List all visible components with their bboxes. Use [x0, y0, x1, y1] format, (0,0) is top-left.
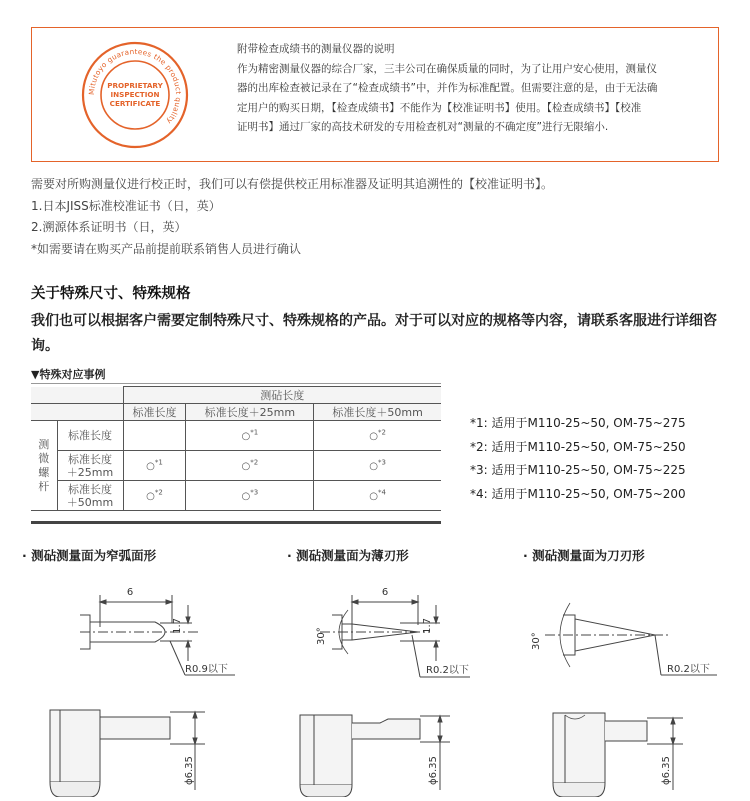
dim-height-label: 1.7 [172, 618, 183, 634]
dim-height-label: 1.7 [422, 618, 433, 634]
example-table-title: ▼特殊对应事例 [31, 368, 106, 381]
spindle-header [31, 421, 57, 511]
diagram-title-narrow-arc: · 测砧测量面为窄弧面形 [22, 548, 157, 563]
divider [31, 383, 441, 384]
special-spec-description: 我们也可以根据客户需要定制特殊尺寸、特殊规格的产品。对于可以对应的规格等内容，请联系客服进行详细咨询。 [31, 313, 717, 354]
seal-line-3: CERTIFICATE [109, 99, 161, 108]
table-corner [31, 387, 123, 404]
narrow-arc-anvil-diagram [30, 575, 260, 797]
certificate-line: 作为精密测量仪器的综合厂家，三丰公司在确保质量的同时，为了让用户安心使用，测量仪 [237, 62, 657, 75]
angle-label: 30° [531, 632, 542, 650]
certificate-line: 定用户的购买日期，【检查成绩书】不能作为【校准证明书】使用。【检查成绩书】【校准 [237, 101, 642, 114]
cell-mark: ○$^{*2}$ [369, 428, 386, 443]
anvil-col-header: 标准长度＋25mm [186, 404, 314, 421]
thin-blade-anvil-diagram [290, 575, 470, 797]
spindle-header-char: 微 [38, 451, 50, 465]
table-cell [314, 451, 441, 481]
row-label-text: 标准长度 [68, 429, 112, 442]
anvil-length-header: 测砧长度 [123, 387, 441, 404]
radius-label: R0.9以下 [185, 664, 228, 675]
table-cell [186, 481, 314, 511]
cell-mark: ○$^{*2}$ [146, 488, 163, 503]
seal-line-1: PROPRIETARY [107, 81, 163, 90]
cell-mark: ○$^{*3}$ [369, 458, 386, 473]
anvil-col-header: 标准长度＋50mm [314, 404, 441, 421]
cell-mark: ○$^{*3}$ [241, 488, 259, 503]
spindle-header-char: 测 [38, 437, 50, 451]
table-bottom-rule [31, 521, 441, 524]
table-cell [186, 421, 314, 451]
footnote: *1: 适用于M110-25~50, OM-75~275 [470, 416, 686, 430]
table-cell [314, 481, 441, 511]
row-label-text: 标准长度 [68, 482, 112, 496]
seal-line-2: INSPECTION [110, 90, 160, 99]
cell-mark: ○$^{*1}$ [241, 428, 259, 443]
diameter-label: ϕ6.35 [184, 756, 195, 785]
row-label-text: 标准长度 [68, 452, 112, 466]
diagram-title-thin-blade: · 测砧测量面为薄刃形 [287, 548, 409, 563]
calibration-line: 需要对所购测量仪进行校正时，我们可以有偿提供校正用标准器及证明其追溯性的【校准证明书】。 [31, 177, 554, 191]
calibration-line: 2.溯源体系证明书（日，英） [31, 220, 187, 234]
certificate-line: 器的出库检查被记录在了“检查成绩书”中，并作为标准配置。但需要注意的是，由于无法确 [237, 82, 658, 95]
diameter-label: ϕ6.35 [428, 756, 439, 785]
row-label [57, 421, 123, 451]
table-cell [186, 451, 314, 481]
row-label-text: ＋50mm [66, 495, 114, 509]
radius-label: R0.2以下 [426, 665, 469, 676]
row-label [57, 451, 123, 481]
table-cell [123, 481, 186, 511]
certificate-line: 证明书】通过厂家的高技术研发的专用检查机对“测量的不确定度”进行无限缩小. [237, 121, 609, 134]
spindle-header-char: 杆 [38, 479, 50, 493]
special-spec-title: 关于特殊尺寸、特殊规格 [31, 286, 191, 302]
diameter-label: ϕ6.35 [661, 756, 672, 785]
cell-mark: ○$^{*1}$ [146, 458, 163, 473]
angle-label: 30° [316, 627, 327, 645]
knife-edge-anvil-diagram [525, 575, 735, 797]
footnotes [470, 412, 686, 506]
certificate-heading: 附带检查成绩书的测量仪器的说明 [237, 43, 395, 55]
table-cell [123, 421, 186, 451]
dim-length-label: 6 [126, 587, 134, 598]
spindle-header-char: 螺 [38, 465, 50, 479]
footnote: *2: 适用于M110-25~50, OM-75~250 [470, 439, 686, 454]
calibration-line: 1.日本JISS标准校准证书（日，英） [31, 198, 221, 213]
table-corner [31, 404, 123, 421]
dim-length-label: 6 [381, 587, 389, 598]
inspection-certificate-seal [80, 40, 190, 150]
row-label-text: ＋25mm [66, 465, 114, 479]
cell-mark: ○$^{*2}$ [241, 458, 259, 473]
anvil-col-header: 标准长度 [123, 404, 186, 421]
radius-label: R0.2以下 [667, 664, 710, 675]
inspection-certificate-box [31, 27, 719, 162]
seal-ring-text: Mitutoyo guarantees the product quality [86, 46, 184, 126]
special-example-table [31, 386, 441, 511]
diagram-title-knife-edge: · 测砧测量面为刀刃形 [523, 548, 645, 563]
footnote: *4: 适用于M110-25~50, OM-75~200 [470, 486, 686, 501]
calibration-info [31, 174, 553, 260]
footnote: *3: 适用于M110-25~50, OM-75~225 [470, 463, 686, 477]
certificate-description [237, 40, 707, 138]
table-cell [314, 421, 441, 451]
cell-mark: ○$^{*4}$ [369, 488, 386, 503]
table-cell [123, 451, 186, 481]
calibration-note: *如需要请在购买产品前提前联系销售人员进行确认 [31, 241, 302, 256]
row-label [57, 481, 123, 511]
